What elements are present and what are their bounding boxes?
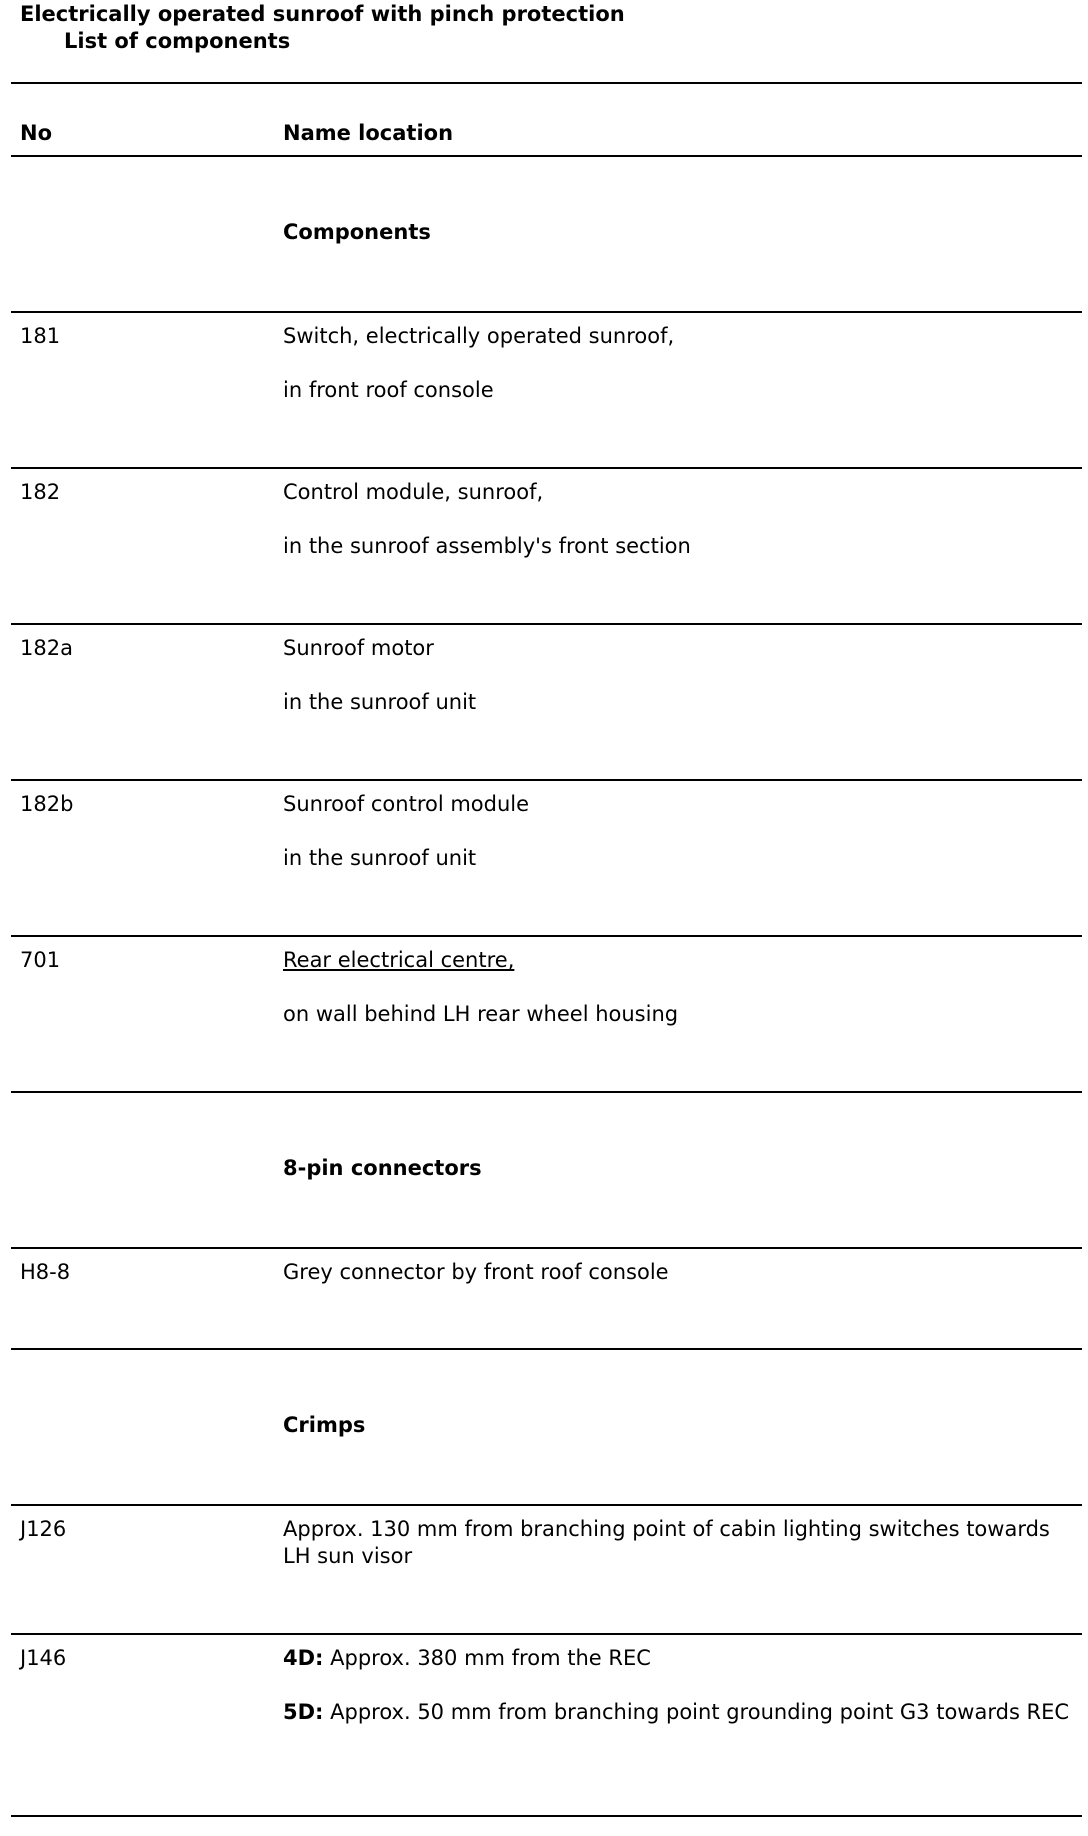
component-description bbox=[283, 635, 1072, 716]
section-row-connectors bbox=[11, 1093, 1082, 1249]
component-description bbox=[283, 1259, 1072, 1286]
table-row bbox=[11, 1249, 1082, 1350]
component-description bbox=[283, 323, 1072, 404]
table-row bbox=[11, 469, 1082, 625]
column-header-name-location: Name location bbox=[283, 121, 454, 145]
component-number: 182a bbox=[20, 636, 73, 660]
components-table bbox=[11, 82, 1082, 1817]
component-location: on wall behind LH rear wheel housing bbox=[283, 1002, 679, 1026]
component-link[interactable]: Rear electrical centre, bbox=[283, 948, 515, 972]
variant-label: 5D: bbox=[283, 1700, 324, 1724]
component-location: in the sunroof unit bbox=[283, 690, 477, 714]
section-row-components bbox=[11, 157, 1082, 313]
component-location: in the sunroof assembly's front section bbox=[283, 534, 691, 558]
component-description bbox=[283, 479, 1072, 560]
variant-text: Approx. 380 mm from the REC bbox=[330, 1646, 651, 1670]
component-name: Approx. 130 mm from branching point of cabin lighting switches towards LH sun visor bbox=[283, 1517, 1050, 1568]
component-description bbox=[283, 1645, 1072, 1726]
component-location: in front roof console bbox=[283, 378, 494, 402]
component-name: Switch, electrically operated sunroof, bbox=[283, 324, 675, 348]
variant-text: Approx. 50 mm from branching point grounding point G3 towards REC bbox=[330, 1700, 1070, 1724]
variant-4d bbox=[283, 1645, 1072, 1672]
component-number: 182 bbox=[20, 480, 61, 504]
column-header-no: No bbox=[20, 121, 53, 145]
component-number: 182b bbox=[20, 792, 74, 816]
component-name: Sunroof motor bbox=[283, 636, 434, 660]
variant-5d bbox=[283, 1699, 1072, 1726]
table-row bbox=[11, 313, 1082, 469]
section-heading: 8-pin connectors bbox=[283, 1156, 482, 1180]
table-row bbox=[11, 781, 1082, 937]
component-location: in the sunroof unit bbox=[283, 846, 477, 870]
table-row bbox=[11, 1635, 1082, 1817]
component-description bbox=[283, 947, 1072, 1028]
document-subtitle: List of components bbox=[64, 29, 291, 53]
component-number: J146 bbox=[20, 1646, 67, 1670]
component-number: J126 bbox=[20, 1517, 67, 1541]
component-number: 181 bbox=[20, 324, 61, 348]
component-description bbox=[283, 791, 1072, 872]
document-title: Electrically operated sunroof with pinch protection bbox=[20, 2, 625, 26]
component-number: 701 bbox=[20, 948, 61, 972]
table-header bbox=[11, 82, 1082, 157]
component-description bbox=[283, 1516, 1072, 1570]
component-name: Control module, sunroof, bbox=[283, 480, 544, 504]
component-name: Sunroof control module bbox=[283, 792, 530, 816]
section-heading: Crimps bbox=[283, 1413, 366, 1437]
variant-label: 4D: bbox=[283, 1646, 324, 1670]
table-row bbox=[11, 1506, 1082, 1635]
component-name: Grey connector by front roof console bbox=[283, 1260, 669, 1284]
section-row-crimps bbox=[11, 1350, 1082, 1506]
section-heading: Components bbox=[283, 220, 431, 244]
component-number: H8-8 bbox=[20, 1260, 71, 1284]
table-row bbox=[11, 937, 1082, 1093]
table-row bbox=[11, 625, 1082, 781]
